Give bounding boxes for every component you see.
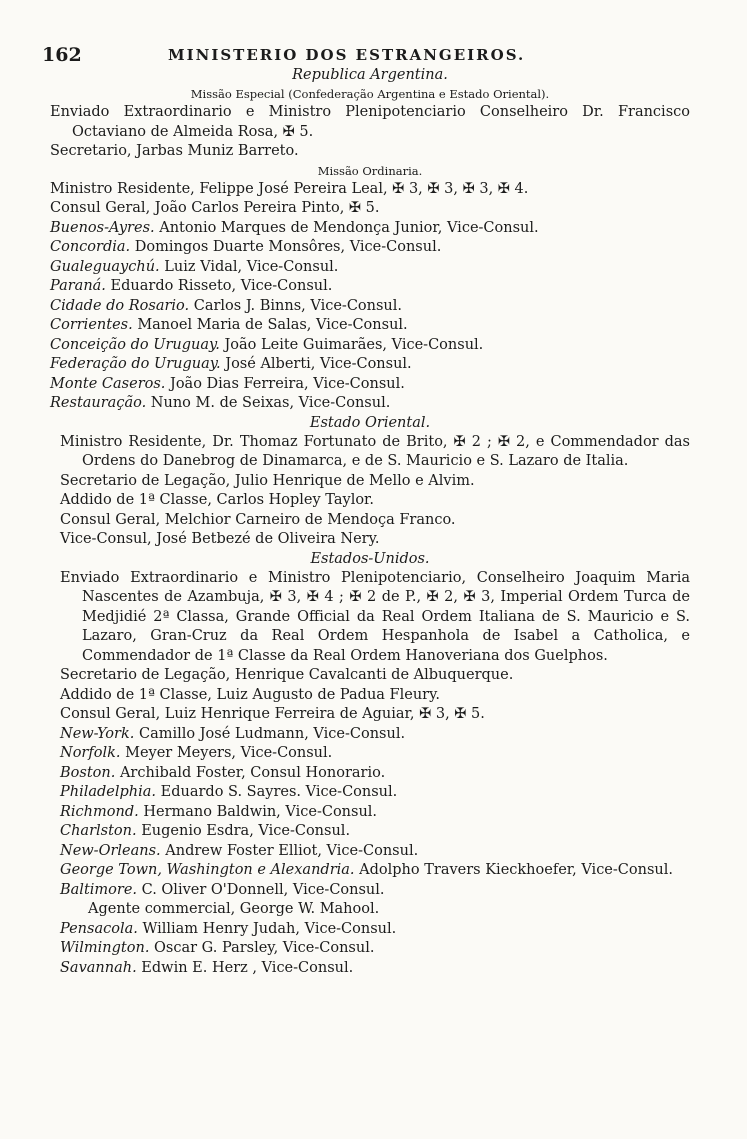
page-number: 162 — [42, 44, 82, 66]
place-name: Restauração. — [50, 395, 147, 411]
place-name: Baltimore. — [60, 881, 138, 898]
entry-text: Archibald Foster, Consul Honorario. — [119, 764, 386, 781]
entry — [60, 920, 690, 940]
entry: Ministro Residente, Dr. Thomaz Fortunato de Brito, ✠ 2 ; ✠ 2, e Commendador das Ordens do Danebrog de Dinamarca, e de S. Mauricio e S. Lazaro de Italia. — [60, 433, 690, 469]
entry-text: Nuno M. de Seixas, Vice-Consul. — [150, 395, 391, 411]
entry — [50, 277, 690, 297]
entry-text: Edwin E. Herz , Vice-Consul. — [141, 959, 354, 976]
place-name: Boston. — [60, 764, 116, 781]
running-title: MINISTERIO DOS ESTRANGEIROS. — [168, 46, 526, 64]
entry: Vice-Consul, José Betbezé de Oliveira Nery. — [60, 531, 380, 547]
place-name: Richmond. — [60, 803, 139, 820]
entry-text: Eduardo Risseto, Vice-Consul. — [110, 278, 333, 294]
entry-text: Luiz Vidal, Vice-Consul. — [164, 258, 339, 275]
place-name: Conceição do Uruguay. — [50, 336, 220, 353]
entry — [60, 803, 690, 823]
entry-text: Meyer Meyers, Vice-Consul. — [125, 745, 333, 761]
entry: Consul Geral, Melchior Carneiro de Mendoça Franco. — [60, 511, 456, 528]
place-name: Wilmington. — [60, 940, 150, 956]
place-name: George Town, Washington e Alexandria. — [60, 862, 355, 878]
entry: Addido de 1ª Classe, Luiz Augusto de Padua Fleury. — [60, 686, 440, 703]
subheading-mission-special: Missão Especial (Confederação Argentina e Estado Oriental). — [190, 87, 550, 101]
page — [42, 40, 690, 978]
entry: Secretario de Legação, Henrique Cavalcanti de Albuquerque. — [60, 667, 514, 683]
place-name: Norfolk. — [60, 745, 121, 761]
place-name: New-Orleans. — [60, 842, 161, 859]
entry — [60, 725, 690, 745]
section-heading-oriental: Estado Oriental. — [309, 414, 431, 431]
entry: Enviado Extraordinario e Ministro Plenipotenciario, Conselheiro Joaquim Maria Nascentes de Azambuja, ✠ 3, ✠ 4 ; ✠ 2 de P., ✠ 2, ✠ 3, Imperial Ordem Turca de Medjidié 2ª Classa, Grande Official da Real Ordem Italiana de S. Mauricio e S. Lazaro, Gran-Cruz da Real Ordem Hespanhola de Isabel a Catholica, e Commendador de 1ª Classe da Real Ordem Hanoveriana dos Guelphos. — [60, 569, 690, 664]
section-heading-argentina: Republica Argentina. — [292, 67, 448, 83]
entry-text: Antonio Marques de Mendonça Junior, Vice-Consul. — [159, 219, 539, 236]
entry: Secretario de Legação, Julio Henrique de Mello e Alvim. — [60, 472, 475, 489]
entry — [60, 783, 690, 803]
place-name: Monte Caseros. — [50, 375, 166, 392]
entry — [60, 744, 690, 764]
entry: Ministro Residente, Felippe José Pereira Leal, ✠ 3, ✠ 3, ✠ 3, ✠ 4. — [50, 180, 529, 197]
entry-text: Camillo José Ludmann, Vice-Consul. — [138, 725, 406, 742]
entry: Enviado Extraordinario e Ministro Plenipotenciario Conselheiro Dr. Francisco Octaviano de Almeida Rosa, ✠ 5. — [50, 104, 690, 140]
entry-text: Carlos J. Binns, Vice-Consul. — [193, 297, 403, 314]
place-name: New-York. — [60, 725, 135, 742]
entry-text: William Henry Judah, Vice-Consul. — [142, 920, 397, 937]
entry — [50, 355, 690, 375]
entry-text: Eduardo S. Sayres. Vice-Consul. — [160, 784, 398, 800]
place-name: Concordia. — [50, 239, 131, 255]
entry — [50, 219, 690, 239]
entry-text: Oscar G. Parsley, Vice-Consul. — [154, 940, 375, 956]
entry — [50, 238, 690, 258]
place-name: Philadelphia. — [60, 784, 157, 800]
entry — [50, 316, 690, 336]
entry-text: Domingos Duarte Monsôres, Vice-Consul. — [134, 239, 442, 255]
entry-text: Eugenio Esdra, Vice-Consul. — [141, 823, 351, 839]
place-name: Gualeguaychú. — [50, 258, 160, 275]
entry — [50, 297, 690, 317]
place-name: Federação do Uruguay. — [50, 356, 221, 372]
entry-text: Adolpho Travers Kieckhoefer, Vice-Consul. — [359, 862, 673, 878]
entry-text: C. Oliver O'Donnell, Vice-Consul. — [141, 881, 385, 898]
entry-text: Andrew Foster Elliot, Vice-Consul. — [165, 842, 419, 859]
entry-text: João Dias Ferreira, Vice-Consul. — [170, 375, 405, 392]
entry: Consul Geral, Luiz Henrique Ferreira de Aguiar, ✠ 3, ✠ 5. — [60, 706, 485, 722]
entry — [50, 258, 690, 278]
entry — [60, 861, 690, 881]
entry — [60, 939, 690, 959]
entry — [50, 336, 690, 356]
entry — [60, 764, 690, 784]
section-heading-usa: Estados-Unidos. — [310, 550, 430, 567]
place-name: Paraná. — [50, 278, 106, 294]
entry-text: José Alberti, Vice-Consul. — [225, 356, 412, 372]
entry: Agente commercial, George W. Mahool. — [88, 901, 380, 917]
entry — [60, 881, 690, 901]
subheading-mission-ordinary: Missão Ordinaria. — [317, 163, 423, 178]
place-name: Buenos-Ayres. — [50, 219, 155, 236]
entry-text: João Leite Guimarães, Vice-Consul. — [224, 336, 484, 353]
place-name: Savannah. — [60, 959, 137, 976]
entry — [50, 394, 690, 414]
place-name: Cidade do Rosario. — [50, 297, 190, 314]
entry-text: Manoel Maria de Salas, Vice-Consul. — [137, 317, 408, 333]
entry: Secretario, Jarbas Muniz Barreto. — [50, 143, 299, 159]
page-header — [42, 40, 690, 66]
entry — [60, 822, 690, 842]
place-name: Corrientes. — [50, 317, 133, 333]
entry — [50, 375, 690, 395]
entry — [60, 842, 690, 862]
entry: Consul Geral, João Carlos Pereira Pinto, ✠ 5. — [50, 200, 380, 216]
place-name: Charlston. — [60, 823, 137, 839]
place-name: Pensacola. — [60, 920, 138, 937]
entry: Addido de 1ª Classe, Carlos Hopley Taylor. — [60, 492, 375, 508]
entry-text: Hermano Baldwin, Vice-Consul. — [143, 803, 378, 820]
entry — [60, 959, 690, 979]
